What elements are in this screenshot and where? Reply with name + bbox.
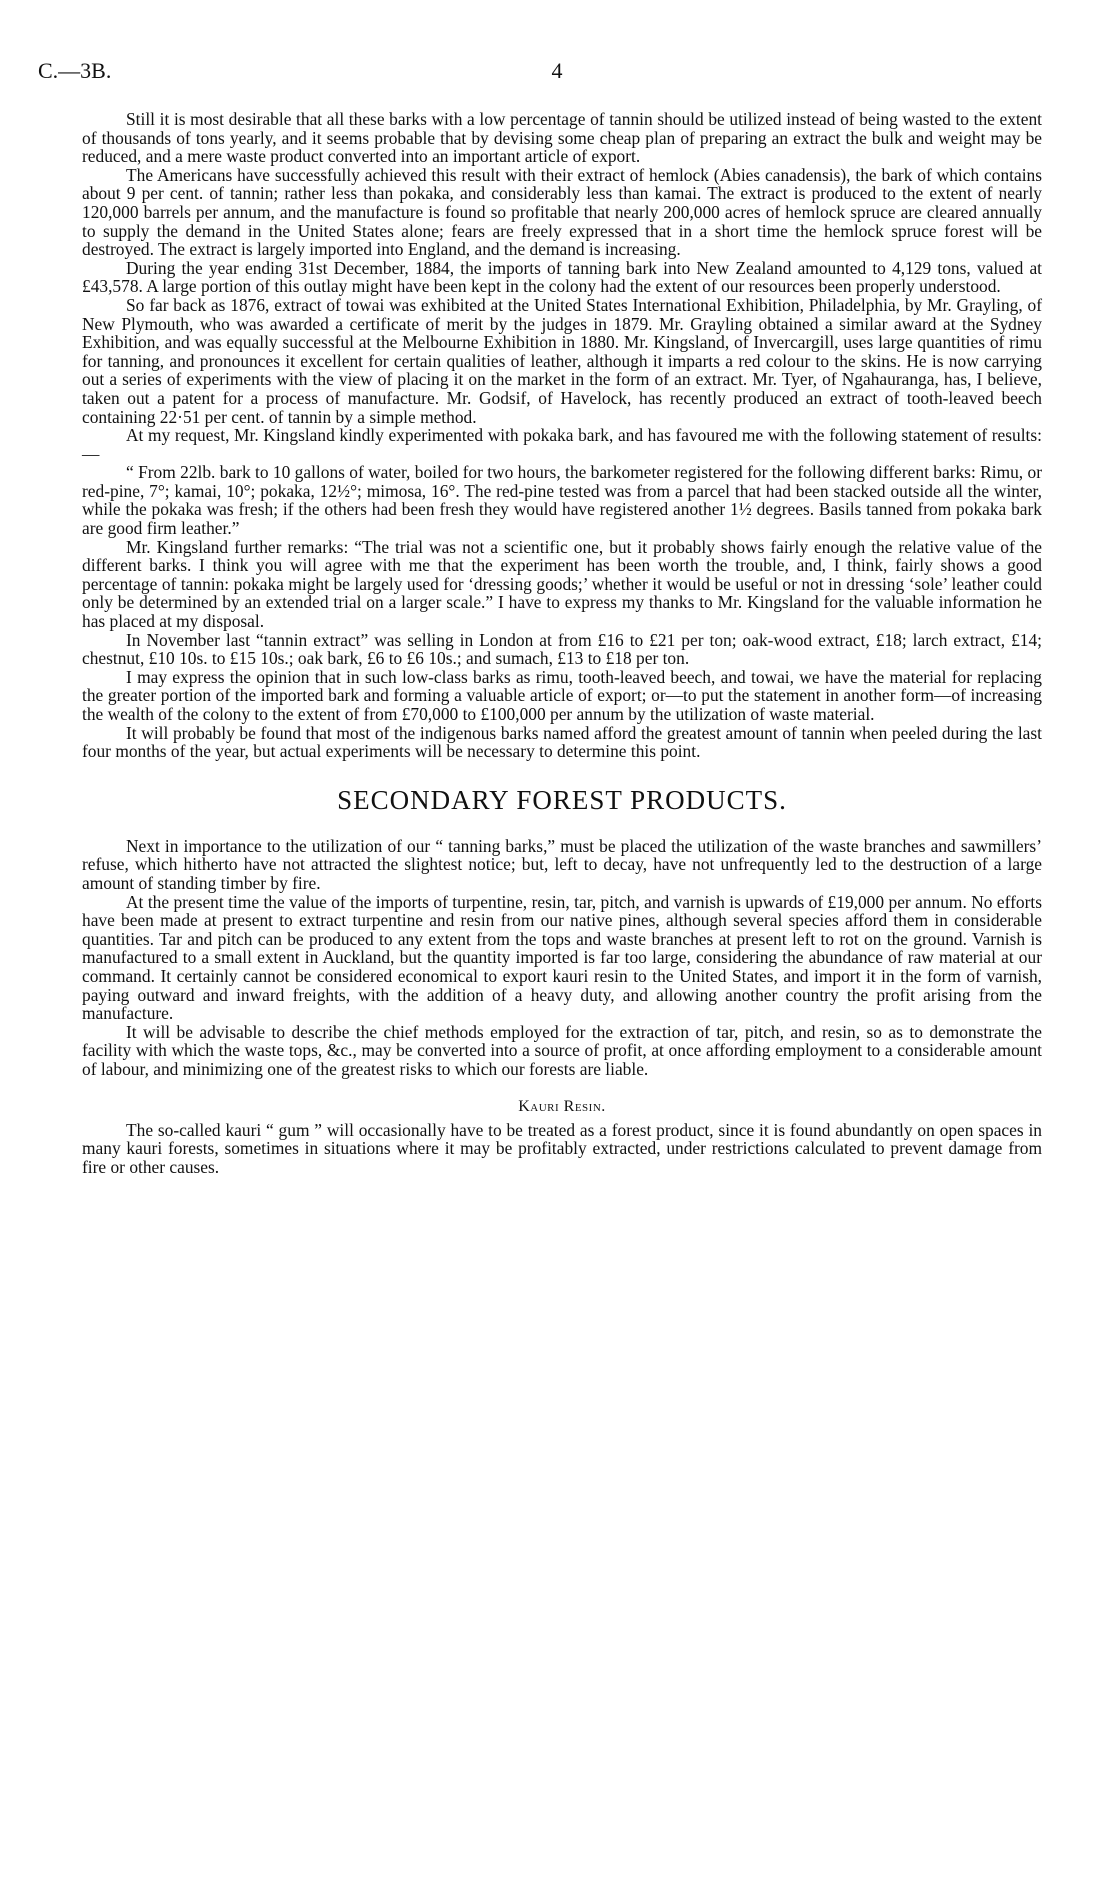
page-header: [38, 58, 1076, 88]
quoted-results: “ From 22lb. bark to 10 gallons of water, boiled for two hours, the barkometer registered for the following different barks: Rimu, or red-pine, 7°; kamai, 10°; pokaka, 12½°; mimosa, 16°. The red-pine tested was from a parcel that had been stacked outside all the winter, while the pokaka was fresh; if the others had been fresh they would have registered another 1½ degrees. Basils tanned from pokaka bark are good firm leather.”: [82, 462, 1042, 539]
section-heading: SECONDARY FOREST PRODUCTS.: [337, 784, 787, 815]
page-number: 4: [551, 58, 563, 83]
paragraph: In November last “tannin extract” was selling in London at from £16 to £21 per ton; oak-wood extract, £18; larch extract, £14; chestnut, £10 10s. to £15 10s.; oak bark, £6 to £6 10s.; and sumach, £13 to £18 per ton.: [82, 629, 1042, 669]
paragraph: At my request, Mr. Kingsland kindly experimented with pokaka bark, and has favoured me with the following statement of results:—: [82, 425, 1042, 464]
page-body: [82, 110, 1042, 1176]
paragraph: Still it is most desirable that all these barks with a low percentage of tannin should be utilized instead of being wasted to the extent of thousands of tons yearly, and it seems probable that by devising some cheap plan of preparing an extract the bulk and weight may be reduced, and a mere waste product converted into an important article of export.: [82, 109, 1042, 167]
subsection-heading: Kauri Resin.: [518, 1097, 606, 1115]
paragraph: At the present time the value of the imports of turpentine, resin, tar, pitch, and varnish is upwards of £19,000 per annum. No efforts have been made at present to extract turpentine and resin from our native pines, although several species afford them in considerable quantities. Tar and pitch can be produced to any extent from the tops and waste branches at present left to rot on the ground. Varnish is manufactured to a small extent in Auckland, but the quantity imported is far too large, considering the abundance of raw material at our command. It certainly cannot be considered economical to export kauri resin to the United States, and import it in the form of varnish, paying outward and inward freights, with the addition of a heavy duty, and allowing another country the profit arising from the manufacture.: [82, 891, 1042, 1024]
paragraph: It will be advisable to describe the chief methods employed for the extraction of tar, pitch, and resin, so as to demonstrate the facility with which the waste tops, &c., may be converted into a source of profit, at once affording employment to a considerable amount of labour, and minimizing one of the greatest risks to which our forests are liable.: [82, 1021, 1042, 1079]
paragraph: During the year ending 31st December, 1884, the imports of tanning bark into New Zealand amounted to 4,129 tons, valued at £43,578. A large portion of this outlay might have been kept in the colony had the extent of our resources been properly understood.: [82, 257, 1042, 297]
paragraph: Mr. Kingsland further remarks: “The trial was not a scientific one, but it probably shows fairly enough the relative value of the different barks. I think you will agree with me that the experiment has been worth the trouble, and, I think, fairly shows a good percentage of tannin: pokaka might be largely used for ‘dressing goods;’ whether it would be useful or not in dressing ‘sole’ leather could only be determined by an extended trial on a larger scale.” I have to express my thanks to Mr. Kingsland for the valuable information he has placed at my disposal.: [82, 536, 1042, 632]
paragraph: Next in importance to the utilization of our “ tanning barks,” must be placed the utilization of the waste branches and sawmillers’ refuse, which hitherto have not attracted the slightest notice; but, left to decay, have not unfrequently led to the destruction of a large amount of standing timber by fire.: [82, 835, 1042, 893]
document-reference: C.—3B.: [38, 58, 112, 83]
paragraph: The so-called kauri “ gum ” will occasionally have to be treated as a forest product, since it is found abundantly on open spaces in many kauri forests, sometimes in situations where it may be profitably extracted, under restrictions calculated to prevent damage from fire or other causes.: [82, 1119, 1042, 1177]
paragraph: It will probably be found that most of the indigenous barks named afford the greatest amount of tannin when peeled during the last four months of the year, but actual experiments will be necessary to determine this point.: [82, 722, 1042, 762]
paragraph: The Americans have successfully achieved this result with their extract of hemlock (Abies canadensis), the bark of which contains about 9 per cent. of tannin; rather less than pokaka, and considerably less than kamai. The extract is produced to the extent of nearly 120,000 barrels per annum, and the manufacture is found so profitable that nearly 200,000 acres of hemlock spruce are cleared annually to supply the demand in the United States alone; fears are freely expressed that in a short time the hemlock spruce forest will be destroyed. The extract is largely imported into England, and the demand is increasing.: [82, 164, 1042, 260]
paragraph: So far back as 1876, extract of towai was exhibited at the United States International Exhibition, Philadelphia, by Mr. Grayling, of New Plymouth, who was awarded a certificate of merit by the judges in 1879. Mr. Grayling obtained a similar award at the Sydney Exhibition, and was equally successful at the Melbourne Exhibition in 1880. Mr. Kingsland, of Invercargill, uses large quantities of rimu for tanning, and pronounces it excellent for certain qualities of leather, although it imparts a red colour to the skins. He is now carrying out a series of experiments with the view of placing it on the market in the form of an extract. Mr. Tyer, of Ngahauranga, has, I believe, taken out a patent for a process of manufacture. Mr. Godsif, of Havelock, has recently produced an extract of tooth-leaved beech containing 22·51 per cent. of tannin by a simple method.: [82, 294, 1042, 427]
paragraph: I may express the opinion that in such low-class barks as rimu, tooth-leaved beech, and towai, we have the material for replacing the greater portion of the imported bark and forming a valuable article of export; or—to put the statement in another form—of increasing the wealth of the colony to the extent of from £70,000 to £100,000 per annum by the utilization of waste material.: [82, 666, 1042, 724]
